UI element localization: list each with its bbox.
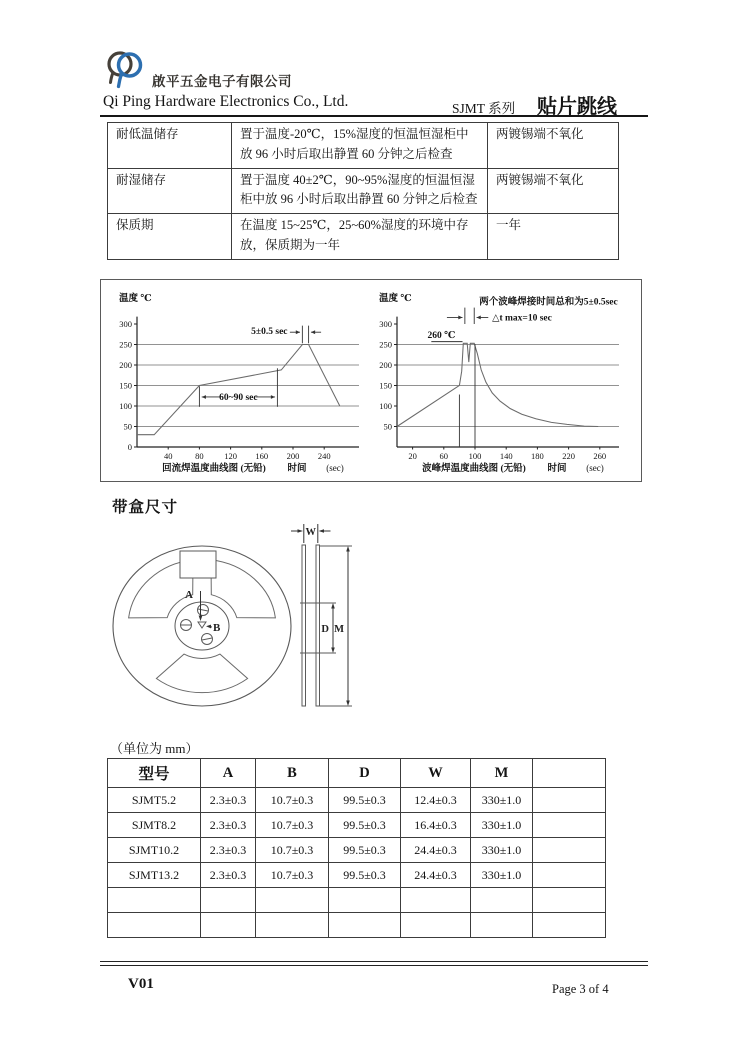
- storage-condition: 置于温度-20℃，15%湿度的恒温恒湿柜中放 96 小时后取出静置 60 分钟之后检查: [232, 123, 488, 169]
- dim-column-header: B: [256, 759, 329, 788]
- dim-cell: 99.5±0.3: [329, 788, 401, 813]
- dim-cell: 10.7±0.3: [256, 813, 329, 838]
- storage-condition: 置于温度 40±2℃，90~95%湿度的恒温恒湿柜中放 96 小时后取出静置 60 分钟之后检查: [232, 168, 488, 214]
- dim-column-header: M: [471, 759, 533, 788]
- series-label: SJMT 系列: [452, 101, 516, 116]
- storage-result: 两镀锡端不氧化: [488, 168, 619, 214]
- x-tick-label: 40: [163, 451, 173, 461]
- y-tick-label: 250: [119, 339, 132, 350]
- chart-xunit: (sec): [326, 463, 344, 473]
- dim-cell: [329, 913, 401, 938]
- storage-row: [108, 214, 619, 260]
- dim-cell: SJMT8.2: [108, 813, 201, 838]
- chart-xlabel: 时间: [287, 464, 307, 474]
- company-logo-icon: [105, 47, 151, 93]
- chart-title: 回流焊温度曲线图 (无铅): [162, 464, 266, 474]
- chart-annotation: 260 ℃: [427, 330, 456, 341]
- chart-annotation: △t max=10 sec: [492, 313, 552, 324]
- dim-cell: SJMT13.2: [108, 863, 201, 888]
- dim-cell: 330±1.0: [471, 788, 533, 813]
- chart-ylabel: 温度 ℃: [119, 294, 152, 304]
- arrowhead: [311, 330, 315, 334]
- y-tick-label: 250: [379, 339, 392, 350]
- dim-cell: [329, 888, 401, 913]
- dim-cell: 99.5±0.3: [329, 838, 401, 863]
- dim-cell: [108, 888, 201, 913]
- dim-cell: [201, 888, 256, 913]
- dim-label-a: A: [185, 589, 193, 601]
- dim-cell: 99.5±0.3: [329, 863, 401, 888]
- y-tick-label: 300: [379, 319, 392, 329]
- dim-row: [108, 838, 606, 863]
- chart-annotation: 60~90 sec: [219, 392, 258, 403]
- x-tick-label: 180: [531, 451, 544, 461]
- dim-cell: 99.5±0.3: [329, 813, 401, 838]
- dim-label-m: M: [334, 624, 344, 635]
- y-tick-label: 150: [119, 380, 132, 391]
- x-tick-label: 260: [593, 451, 607, 461]
- dim-label-d: D: [321, 624, 329, 635]
- dim-column-header: A: [201, 759, 256, 788]
- storage-result: 两镀锡端不氧化: [488, 123, 619, 169]
- company-name-cn: 啟平五金电子有限公司: [152, 74, 292, 89]
- dim-header-row: [108, 759, 606, 788]
- arrowhead: [477, 316, 481, 320]
- y-tick-label: 300: [119, 319, 132, 329]
- dim-label-w: W: [305, 527, 317, 538]
- profile-curve: [137, 345, 340, 435]
- x-tick-label: 140: [499, 451, 513, 461]
- dim-cell: [533, 863, 606, 888]
- dim-cell: [471, 913, 533, 938]
- dim-cell: 2.3±0.3: [201, 813, 256, 838]
- x-tick-label: 240: [317, 451, 331, 461]
- y-tick-label: 50: [123, 421, 132, 432]
- y-tick-label: 0: [127, 442, 132, 452]
- dim-cell: [401, 913, 471, 938]
- dim-cell: 2.3±0.3: [201, 863, 256, 888]
- reel-hub: [175, 602, 229, 650]
- arrowhead: [202, 395, 206, 399]
- dim-cell: [256, 888, 329, 913]
- chart-ylabel: 温度 ℃: [379, 294, 412, 304]
- dim-cell: 10.7±0.3: [256, 863, 329, 888]
- storage-item: 耐低温储存: [108, 123, 232, 169]
- y-tick-label: 50: [383, 421, 392, 432]
- product-title: 贴片跳线: [537, 96, 617, 118]
- reel-diagram: [100, 518, 380, 725]
- dim-cell: 10.7±0.3: [256, 788, 329, 813]
- dimensions-table: [107, 758, 606, 938]
- dim-row: [108, 813, 606, 838]
- x-tick-label: 120: [224, 451, 237, 461]
- chart-annotation: 两个波峰焊接时间总和为5±0.5sec: [479, 297, 618, 308]
- y-tick-label: 200: [119, 360, 132, 370]
- storage-row: [108, 168, 619, 214]
- y-tick-label: 200: [379, 360, 392, 370]
- wave-profile-chart: [369, 287, 633, 477]
- dim-cell: SJMT10.2: [108, 838, 201, 863]
- dim-row: [108, 913, 606, 938]
- solder-profile-chart-box: [100, 279, 642, 482]
- chart-title: 波峰焊温度曲线图 (无铅): [422, 464, 526, 474]
- dim-cell: [201, 913, 256, 938]
- dim-label-b: B: [213, 622, 221, 634]
- arrowhead: [271, 395, 275, 399]
- dim-cell: 24.4±0.3: [401, 863, 471, 888]
- arrowhead: [296, 330, 300, 334]
- dim-cell: [533, 888, 606, 913]
- dim-cell: [471, 888, 533, 913]
- dim-cell: 330±1.0: [471, 838, 533, 863]
- dim-column-header: D: [329, 759, 401, 788]
- dim-cell: [256, 913, 329, 938]
- dim-cell: 24.4±0.3: [401, 838, 471, 863]
- storage-item: 耐湿储存: [108, 168, 232, 214]
- x-tick-label: 220: [562, 451, 575, 461]
- x-tick-label: 20: [408, 451, 417, 461]
- version-label: V01: [128, 976, 154, 992]
- x-tick-label: 160: [255, 451, 269, 461]
- header-rule: [100, 115, 648, 117]
- storage-conditions-table: [107, 122, 619, 260]
- flange-side: [316, 545, 320, 706]
- storage-row: [108, 123, 619, 169]
- reel-label-rect: [180, 551, 216, 578]
- dim-cell: [533, 813, 606, 838]
- dim-cell: [401, 888, 471, 913]
- unit-note: （单位为 mm）: [110, 741, 199, 756]
- chart-xlabel: 时间: [547, 464, 567, 474]
- dim-cell: 330±1.0: [471, 813, 533, 838]
- dim-cell: 10.7±0.3: [256, 838, 329, 863]
- reel-section-heading: 带盒尺寸: [112, 499, 179, 516]
- dim-cell: [533, 838, 606, 863]
- dim-column-header: [533, 759, 606, 788]
- dim-row: [108, 888, 606, 913]
- y-tick-label: 100: [379, 401, 392, 411]
- x-tick-label: 80: [195, 451, 204, 461]
- dim-cell: 2.3±0.3: [201, 838, 256, 863]
- y-tick-label: 150: [379, 380, 392, 391]
- dim-cell: [533, 788, 606, 813]
- dim-row: [108, 863, 606, 888]
- storage-condition: 在温度 15~25℃，25~60%湿度的环境中存放，保质期为一年: [232, 214, 488, 260]
- flange-side: [302, 545, 306, 706]
- y-tick-label: 100: [119, 401, 132, 411]
- page-number: Page 3 of 4: [552, 982, 609, 996]
- dim-cell: 12.4±0.3: [401, 788, 471, 813]
- dim-row: [108, 788, 606, 813]
- dim-cell: 16.4±0.3: [401, 813, 471, 838]
- chart-xunit: (sec): [586, 463, 604, 473]
- dim-cell: 2.3±0.3: [201, 788, 256, 813]
- chart-annotation: 5±0.5 sec: [251, 326, 288, 337]
- dim-column-header: W: [401, 759, 471, 788]
- dim-cell: SJMT5.2: [108, 788, 201, 813]
- dim-column-header: 型号: [108, 759, 201, 788]
- storage-item: 保质期: [108, 214, 232, 260]
- arrowhead: [458, 316, 462, 320]
- x-tick-label: 200: [286, 451, 300, 461]
- x-tick-label: 100: [468, 451, 482, 461]
- x-tick-label: 60: [439, 451, 449, 461]
- company-name-en: Qi Ping Hardware Electronics Co., Ltd.: [103, 93, 349, 110]
- dim-cell: 330±1.0: [471, 863, 533, 888]
- profile-curve: [397, 343, 598, 426]
- dim-cell: [533, 913, 606, 938]
- storage-result: 一年: [488, 214, 619, 260]
- footer-rule: [100, 961, 648, 966]
- dim-cell: [108, 913, 201, 938]
- reflow-profile-chart: [109, 287, 361, 477]
